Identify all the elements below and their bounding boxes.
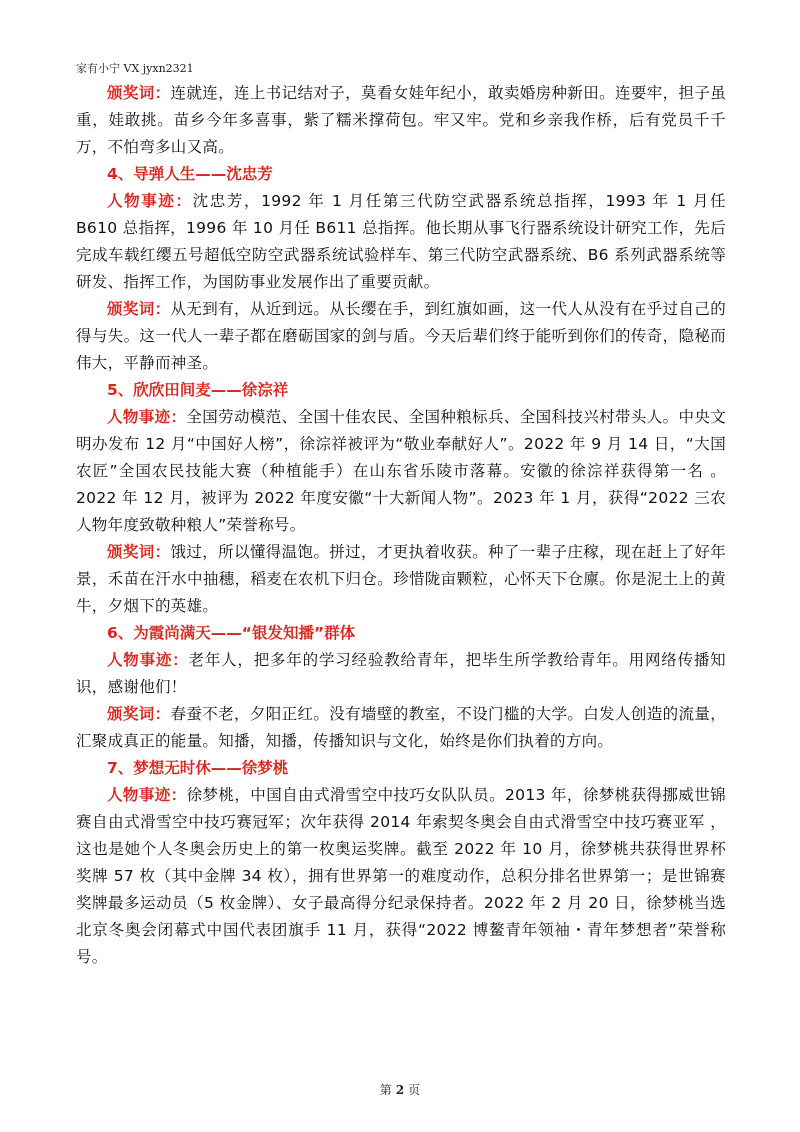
para-label: 颁奖词： — [107, 705, 171, 723]
para-text: 徐梦桃，中国自由式滑雪空中技巧女队队员。2013 年，徐梦桃获得挪威世锦赛自由式滑雪空中技巧赛冠军；次年获得 2014 年索契冬奥会自由式滑雪空中技巧赛亚军 ，这也是她个人冬奥会历史上的第一枚奥运奖牌。截至 2022 年 10 月，徐梦桃共获得世界杯奖牌 57 枚（其中金牌 34 枚），拥有世界第一的难度动作，总积分排名世界第一；是世锦赛奖牌最多运动员（5 枚金牌）、女子最高得分纪录保持者。2022 年 2 月 20 日，徐梦桃当选北京冬奥会闭幕式中国代表团旗手 11 月，获得“2022 博鳌青年领袖・青年梦想者”荣誉称号。 — [76, 786, 726, 966]
page-header: 家有小宁 VX jyxn2321 — [76, 62, 194, 75]
section-heading: 7、梦想无时休——徐梦桃 — [107, 759, 289, 777]
para-text: 饿过，所以懂得温饱。拼过，才更执着收获。种了一辈子庄稼，现在赶上了好年景，禾苗在汗水中抽穗，稻麦在农机下归仓。珍惜陇亩颗粒，心怀天下仓廪。你是泥土上的黄牛，夕烟下的英雄。 — [76, 543, 726, 615]
para-label: 人物事迹： — [107, 192, 193, 210]
para-text: 沈忠芳，1992 年 1 月任第三代防空武器系统总指挥，1993 年 1 月任 B610 总指挥，1996 年 10 月任 B611 总指挥。他长期从事飞行器系统设计研究工作，先后完成车载红缨五号超低空防空武器系统试验样车、第三代防空武器系统、B6 系列武器系统等研发、指挥工作，为国防事业发展作出了重要贡献。 — [76, 192, 726, 291]
deeds-paragraph — [76, 782, 726, 971]
deeds-paragraph — [76, 404, 726, 539]
para-label: 颁奖词： — [107, 84, 171, 102]
para-label: 人物事迹： — [107, 786, 187, 804]
section-heading: 5、欣欣田间麦——徐淙祥 — [107, 381, 289, 399]
award-speech-paragraph — [76, 701, 726, 755]
page-number-prefix: 第 — [379, 1083, 392, 1097]
award-speech-paragraph — [76, 296, 726, 377]
para-label: 颁奖词： — [107, 300, 171, 318]
page-number: 2 — [395, 1083, 405, 1097]
para-text: 从无到有，从近到远。从长缨在手，到红旗如画，这一代人从没有在乎过自己的得与失。这一代人一辈子都在磨砺国家的剑与盾。今天后辈们终于能听到你们的传奇，隐秘而伟大，平静而神圣。 — [76, 300, 726, 372]
para-text: 连就连，连上书记结对子，莫看女娃年纪小，敢卖婚房种新田。连要牢，担子虽重，娃敢挑。苗乡今年多喜事，紫了糯米撑荷包。牢又牢。党和乡亲我作桥，后有党员千千万，不怕弯多山又高。 — [76, 84, 726, 156]
section-heading: 4、导弹人生——沈忠芳 — [107, 165, 273, 183]
award-speech-paragraph — [76, 80, 726, 161]
award-speech-paragraph — [76, 539, 726, 620]
para-text: 老年人，把多年的学习经验教给青年，把毕生所学教给青年。用网络传播知识，感谢他们！ — [76, 651, 726, 696]
page-footer — [0, 1081, 800, 1098]
para-label: 颁奖词： — [107, 543, 171, 561]
para-text: 全国劳动模范、全国十佳农民、全国种粮标兵、全国科技兴村带头人。中央文明办发布 12 月“中国好人榜”，徐淙祥被评为“敬业奉献好人”。2022 年 9 月 14 日，“大国农匠”全国农民技能大赛（种植能手）在山东省乐陵市落幕。安徽的徐淙祥获得第一名 。2022 年 12 月，被评为 2022 年度安徽“十大新闻人物”。2023 年 1 月，获得“2022 三农人物年度致敬种粮人”荣誉称号。 — [76, 408, 726, 534]
para-label: 人物事迹： — [107, 408, 187, 426]
page-number-suffix: 页 — [408, 1083, 421, 1097]
section-heading: 6、为霞尚满天——“银发知播”群体 — [107, 624, 356, 642]
deeds-paragraph — [76, 647, 726, 701]
para-label: 人物事迹： — [107, 651, 189, 669]
document-body — [76, 80, 726, 971]
deeds-paragraph — [76, 188, 726, 296]
para-text: 春蚕不老，夕阳正红。没有墙壁的教室，不设门槛的大学。白发人创造的流量，汇聚成真正的能量。知播，知播，传播知识与文化，始终是你们执着的方向。 — [76, 705, 726, 750]
